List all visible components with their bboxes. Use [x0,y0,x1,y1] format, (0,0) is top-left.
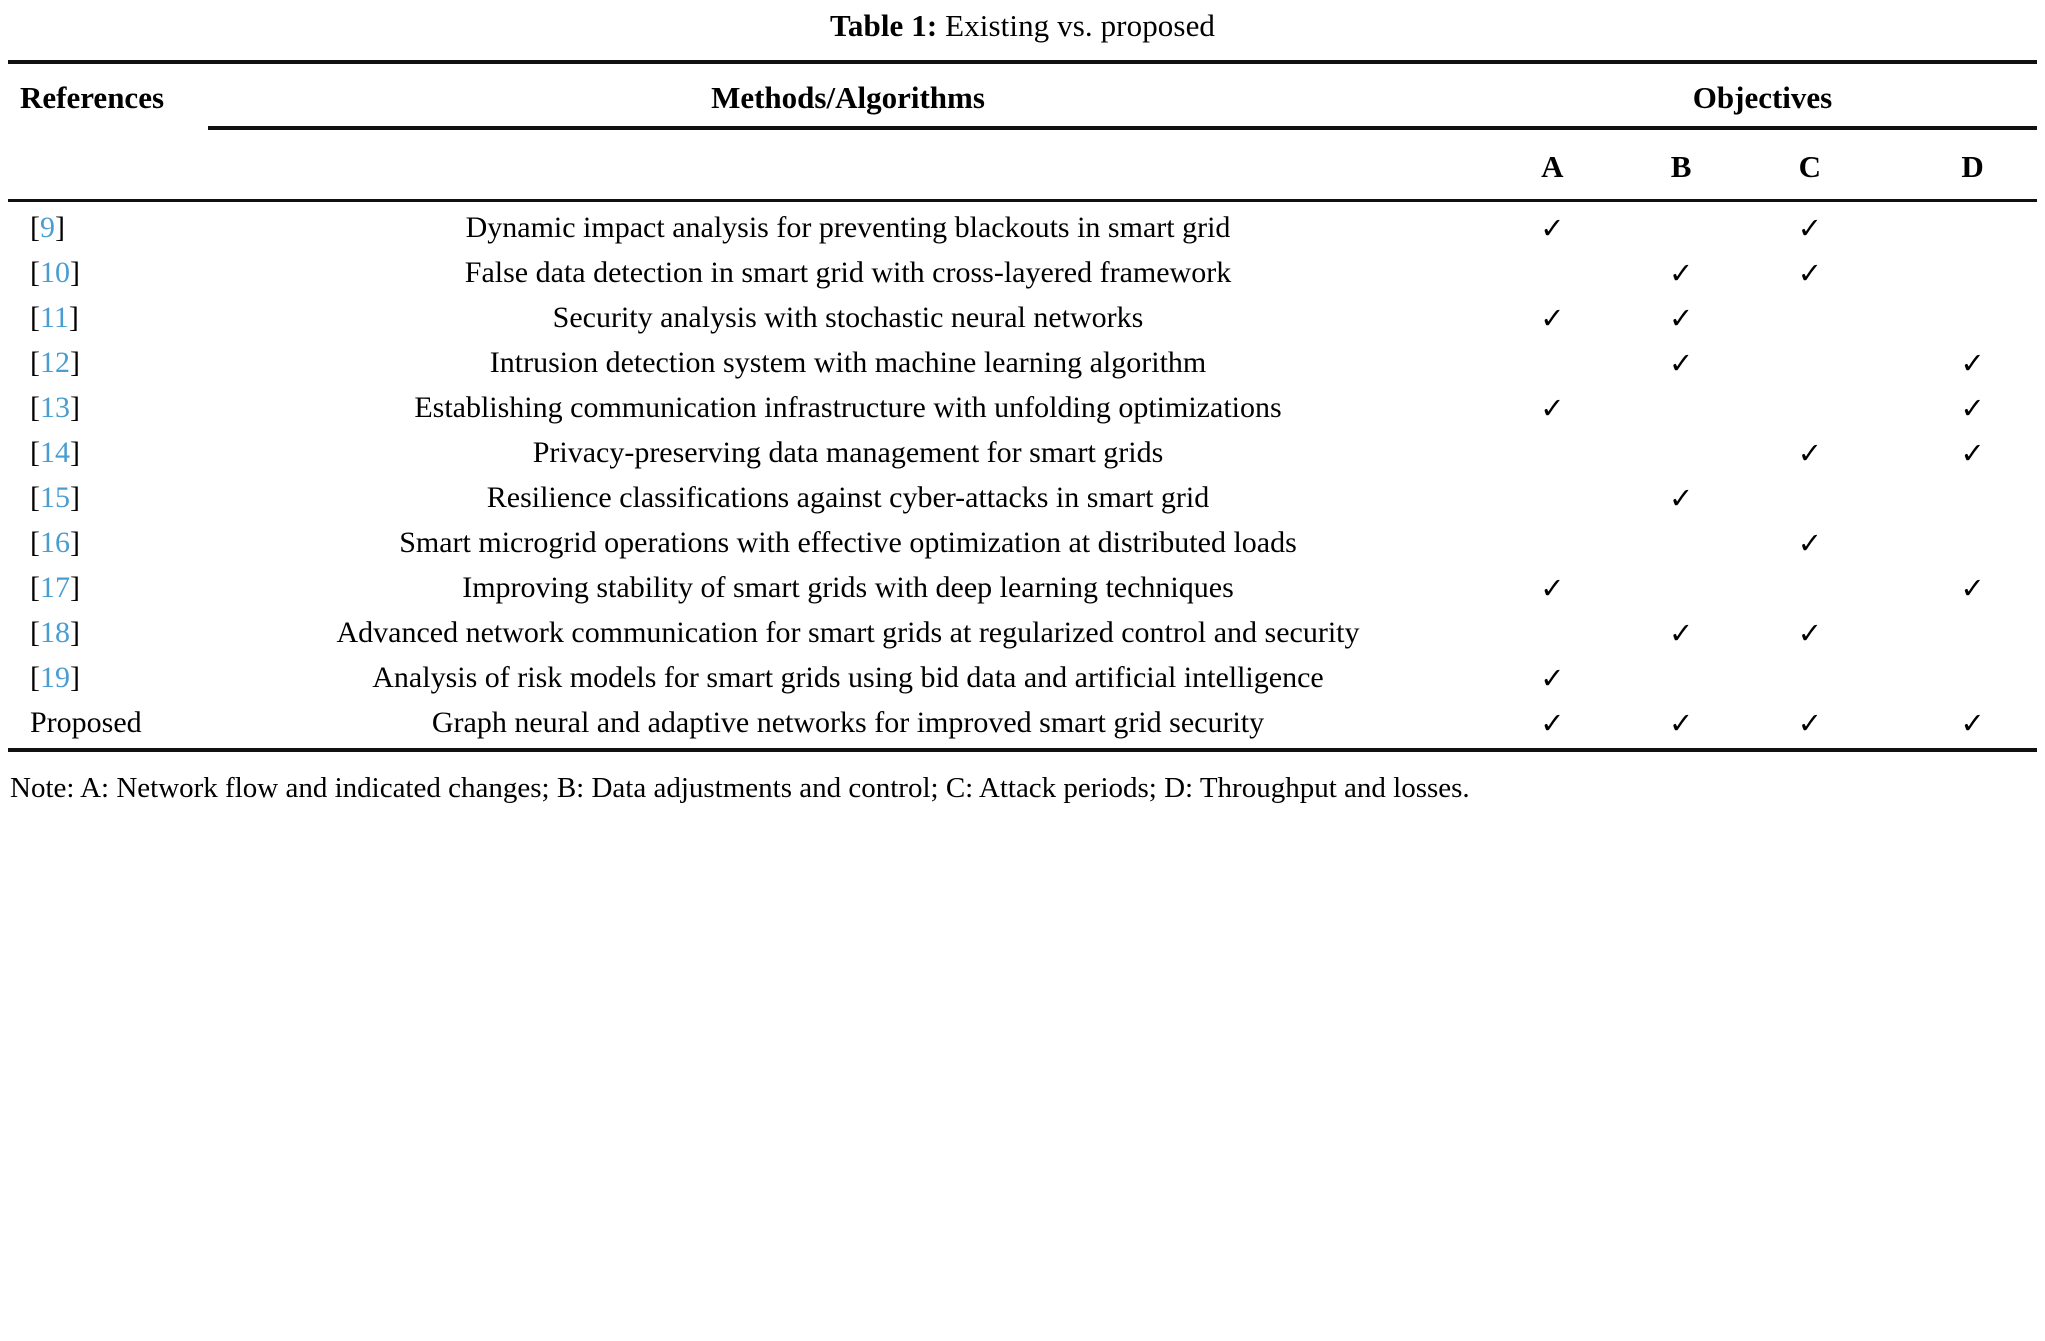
header-objective-a: A [1541,149,1564,184]
cell-objectives [1488,476,2037,521]
cell-method: Establishing communication infrastructure with unfolding optimizations [414,391,1282,424]
objective-b-cell [1617,251,1746,296]
reference-link[interactable]: 13 [40,391,70,424]
reference-bracket-open: [ [30,616,40,649]
reference-bracket-open: [ [30,436,40,469]
cell-reference [8,611,208,655]
check-icon: ✓ [1668,256,1694,290]
table-row [8,521,2037,566]
reference-link[interactable]: 17 [40,571,70,604]
reference-link[interactable]: 9 [40,211,55,244]
table-caption [8,0,2037,48]
table-row [8,656,2037,701]
objective-b-cell [1617,341,1746,386]
header-objective-c: C [1798,149,1822,184]
cell-objectives [1488,431,2037,476]
reference-link[interactable]: 11 [40,301,69,334]
objective-c-cell [1746,206,1875,251]
table-row [8,701,2037,746]
objective-a-cell [1488,206,1617,251]
check-icon: ✓ [1540,706,1565,740]
objective-c-cell [1746,386,1875,431]
table-row [8,296,2037,341]
cell-objectives [1488,206,2037,251]
objective-a-cell [1488,701,1617,746]
header-objective-d: D [1961,149,1984,184]
reference-bracket-open: [ [30,256,40,289]
objective-a-cell [1488,251,1617,296]
reference-link[interactable]: 15 [40,481,70,514]
objective-b-cell [1617,476,1746,521]
objective-c-cell [1746,431,1875,476]
check-icon: ✓ [1960,346,1985,380]
check-icon: ✓ [1960,571,1985,605]
reference-bracket-close: ] [55,211,65,244]
objective-letters-spacer [8,141,1488,193]
objective-c-cell [1746,476,1875,521]
objective-b-cell [1617,206,1746,251]
sub-rule-line [208,126,2037,131]
reference-bracket-open: [ [30,481,40,514]
reference-bracket-close: ] [70,346,80,379]
objective-d-cell [1874,566,2037,611]
objective-b-cell [1617,296,1746,341]
objective-d-cell [1874,701,2037,746]
reference-link[interactable]: 18 [40,616,70,649]
cell-reference [8,566,208,610]
check-icon: ✓ [1797,526,1823,560]
check-icon: ✓ [1797,616,1823,650]
cell-method: False data detection in smart grid with cross-layered framework [464,256,1232,289]
objective-a-cell [1488,611,1617,656]
cell-method: Analysis of risk models for smart grids using bid data and artificial intelligence [372,661,1324,694]
objective-a-cell [1488,521,1617,566]
objective-b-cell [1617,521,1746,566]
check-icon: ✓ [1668,481,1694,515]
table-header [8,64,2037,202]
reference-link[interactable]: 14 [40,436,70,469]
check-icon: ✓ [1668,346,1694,380]
objective-a-cell [1488,296,1617,341]
objective-c-cell [1746,251,1875,296]
objective-b-cell [1617,386,1746,431]
reference-bracket-close: ] [70,661,80,694]
cell-objectives [1488,611,2037,656]
table-row [8,386,2037,431]
objective-d-cell [1874,431,2037,476]
header-main-row [8,64,2037,126]
cell-method: Improving stability of smart grids with deep learning techniques [462,571,1234,604]
reference-link[interactable]: 16 [40,526,70,559]
check-icon: ✓ [1668,706,1694,740]
objective-a-cell [1488,341,1617,386]
reference-bracket-open: [ [30,391,40,424]
check-icon: ✓ [1960,706,1985,740]
objective-d-cell [1874,611,2037,656]
cell-method: Resilience classifications against cyber-attacks in smart grid [486,481,1210,514]
table-body [8,202,2037,746]
header-sub-rule [8,126,2037,131]
header-objective-b: B [1670,149,1692,184]
cell-objectives [1488,296,2037,341]
cell-objectives [1488,521,2037,566]
cell-method: Intrusion detection system with machine learning algorithm [489,346,1207,379]
objective-c-cell [1746,611,1875,656]
reference-bracket-close: ] [70,436,80,469]
check-icon: ✓ [1540,571,1565,605]
cell-reference [8,386,208,430]
cell-objectives [1488,701,2037,746]
table-row [8,476,2037,521]
reference-bracket-open: [ [30,346,40,379]
cell-reference [8,476,208,520]
header-objective-letters-row [8,131,2037,193]
reference-bracket-open: [ [30,661,40,694]
check-icon: ✓ [1797,256,1823,290]
caption-text: Existing vs. proposed [937,8,1216,43]
reference-bracket-close: ] [70,391,80,424]
objective-d-cell [1874,251,2037,296]
cell-reference [8,701,208,745]
cell-reference [8,431,208,475]
objective-d-cell [1874,656,2037,701]
cell-objectives [1488,341,2037,386]
cell-reference [8,206,208,250]
objective-b-cell [1617,611,1746,656]
cell-method: Dynamic impact analysis for preventing blackouts in smart grid [465,211,1231,244]
check-icon: ✓ [1960,391,1985,425]
objective-c-cell [1746,656,1875,701]
objective-b-cell [1617,431,1746,476]
reference-bracket-open: [ [30,211,40,244]
header-references: References [20,80,165,115]
cell-reference [8,296,208,340]
objective-b-cell [1617,701,1746,746]
cell-reference [8,251,208,295]
reference-bracket-open: [ [30,571,40,604]
objective-c-cell [1746,701,1875,746]
objective-letters-cells [1488,141,2037,193]
check-icon: ✓ [1540,661,1565,695]
caption-label: Table 1: [829,8,938,43]
objective-c-cell [1746,296,1875,341]
reference-bracket-close: ] [70,481,80,514]
objective-c-cell [1746,521,1875,566]
reference-link[interactable]: 10 [40,256,70,289]
table-row [8,431,2037,476]
table-note: Note: A: Network flow and indicated changes; B: Data adjustments and control; C: Attack periods; D: Throughput and losses. [10,772,1470,804]
cell-method: Graph neural and adaptive networks for improved smart grid security [431,706,1265,739]
cell-method: Smart microgrid operations with effective optimization at distributed loads [399,526,1297,559]
reference-bracket-close: ] [70,616,80,649]
reference-label: Proposed [30,706,142,739]
objective-d-cell [1874,386,2037,431]
reference-bracket-open: [ [30,526,40,559]
table-row [8,206,2037,251]
objective-b-cell [1617,566,1746,611]
reference-link[interactable]: 12 [40,346,70,379]
objective-b-cell [1617,656,1746,701]
objective-a-cell [1488,566,1617,611]
reference-bracket-close: ] [70,571,80,604]
reference-link[interactable]: 19 [40,661,70,694]
check-icon: ✓ [1797,436,1823,470]
cell-reference [8,341,208,385]
check-icon: ✓ [1668,301,1694,335]
objective-a-cell [1488,431,1617,476]
reference-bracket-close: ] [70,526,80,559]
objective-d-cell [1874,206,2037,251]
cell-method: Privacy-preserving data management for smart grids [532,436,1164,469]
check-icon: ✓ [1797,706,1823,740]
check-icon: ✓ [1668,616,1694,650]
check-icon: ✓ [1960,436,1985,470]
cell-objectives [1488,386,2037,431]
check-icon: ✓ [1797,211,1823,245]
objective-c-cell [1746,566,1875,611]
objective-d-cell [1874,476,2037,521]
cell-method: Advanced network communication for smart grids at regularized control and security [336,616,1360,649]
objective-d-cell [1874,341,2037,386]
objective-a-cell [1488,656,1617,701]
cell-method: Security analysis with stochastic neural networks [552,301,1144,334]
cell-reference [8,656,208,700]
cell-objectives [1488,566,2037,611]
reference-bracket-open: [ [30,301,40,334]
check-icon: ✓ [1540,391,1565,425]
table-row [8,341,2037,386]
objective-d-cell [1874,521,2037,566]
check-icon: ✓ [1540,301,1565,335]
reference-bracket-close: ] [68,301,79,334]
objective-a-cell [1488,386,1617,431]
objective-a-cell [1488,476,1617,521]
objective-c-cell [1746,341,1875,386]
header-bottom-rule [8,199,2037,202]
cell-reference [8,521,208,565]
header-methods: Methods/Algorithms [711,80,985,115]
table-row [8,566,2037,611]
sub-rule-spacer [8,126,208,131]
objective-d-cell [1874,296,2037,341]
check-icon: ✓ [1540,211,1565,245]
cell-objectives [1488,656,2037,701]
table-row [8,251,2037,296]
cell-objectives [1488,251,2037,296]
header-objectives: Objectives [1692,80,1833,115]
table-row [8,611,2037,656]
reference-bracket-close: ] [70,256,80,289]
